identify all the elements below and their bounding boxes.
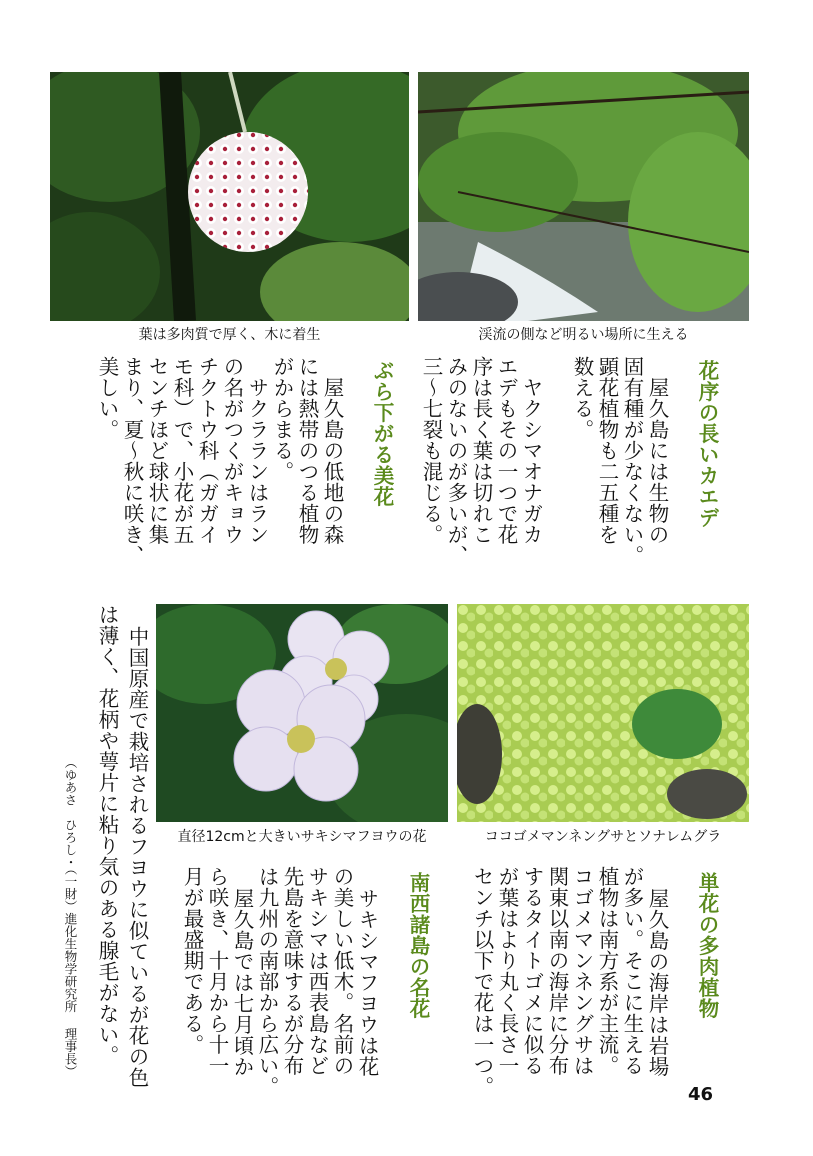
- kaede-line-5: ヤクシマオナガカ: [519, 377, 543, 545]
- hoya-line-6: チクトウ科（ガガイ: [195, 356, 219, 545]
- succulent-line-7: が葉はより丸く長さ一: [495, 866, 519, 1076]
- kaede-line-6: エデもその一つで花: [494, 356, 518, 545]
- kaede-line-1: 屋久島には生物の: [645, 377, 669, 545]
- kaede-line-3: 顕花植物も二五種を: [595, 356, 619, 545]
- succulent-line-4: コゴメマンネングサは: [570, 866, 594, 1076]
- hoya-line-2: には熱帯のつる植物: [295, 356, 319, 545]
- hoya-line-1: 屋久島の低地の森: [320, 377, 344, 545]
- section-heading-hoya: ぶら下がる美花: [370, 360, 394, 507]
- hoya-line-9: まり、夏〜秋に咲き、: [120, 356, 144, 566]
- fuyo-line-3: サキシマは西表島など: [305, 866, 329, 1076]
- hoya-line-7: モ科）で、小花が五: [170, 356, 194, 545]
- succulent-line-1: 屋久島の海岸は岩場: [645, 888, 669, 1077]
- fuyo-line-4: 先島を意味するが分布: [280, 866, 304, 1076]
- kaede-line-9: 三〜七裂も混じる。: [419, 356, 443, 545]
- section-heading-kaede: 花序の長いカエデ: [695, 360, 719, 528]
- hibiscus-photo: [156, 604, 448, 822]
- succulent-line-2: が多い。そこに生える: [620, 866, 644, 1076]
- stream-caption: 渓流の側など明るい場所に生える: [478, 327, 689, 343]
- hoya-photo: [50, 72, 409, 321]
- hoya-caption: 葉は多肉質で厚く、木に着生: [138, 327, 321, 343]
- fuyo-line-5: は九州の南部から広い。: [255, 866, 279, 1097]
- section-heading-succulent: 単花の多肉植物: [695, 872, 719, 1019]
- fuyo-line-6: 屋久島では七月頃か: [230, 888, 254, 1077]
- stream-photo: [418, 72, 749, 321]
- succulent-photo: [457, 604, 749, 822]
- continued-line-2: は薄く、花柄や萼片に粘り気のある腺毛がない。: [95, 604, 119, 1066]
- hoya-line-8: センチほど球状に集: [145, 356, 169, 545]
- author-credit: （ゆあさ ひろし・（一財）進化生物学研究所 理事長）: [63, 756, 78, 1078]
- hoya-line-5: の名がつくがキョウ: [220, 356, 244, 545]
- succulent-line-6: するタイトゴメに似る: [520, 866, 544, 1076]
- succulent-line-3: 植物は南方系が主流。: [595, 866, 619, 1076]
- fuyo-line-1: サキシマフヨウは花: [355, 888, 379, 1077]
- succulent-line-8: センチ以下で花は一つ。: [470, 866, 494, 1097]
- fuyo-line-8: 月が最盛期である。: [180, 866, 204, 1055]
- kaede-line-7: 序は長く葉は切れこ: [469, 356, 493, 545]
- section-heading-fuyo: 南西諸島の名花: [406, 872, 430, 1019]
- page-number: 46: [688, 1084, 714, 1105]
- fuyo-line-7: ら咲き、十月から十一: [205, 866, 229, 1076]
- succulent-line-5: 関東以南の海岸に分布: [545, 866, 569, 1076]
- kaede-line-8: みのないのが多いが、: [444, 356, 468, 566]
- hoya-line-10: 美しい。: [95, 356, 119, 440]
- hoya-line-4: サクラランはラン: [245, 377, 269, 545]
- continued-line-1: 中国原産で栽培されるフヨウに似ているが花の色: [125, 626, 149, 1088]
- hibiscus-caption: 直径12cmと大きいサキシマフヨウの花: [177, 829, 427, 845]
- hoya-line-3: がからまる。: [270, 356, 294, 482]
- fuyo-line-2: の美しい低木。名前の: [330, 866, 354, 1076]
- succulent-caption: ココゴメマンネングサとソナレムグラ: [484, 829, 722, 845]
- kaede-line-2: 固有種が少なくない。: [620, 356, 644, 566]
- kaede-line-4: 数える。: [570, 356, 594, 440]
